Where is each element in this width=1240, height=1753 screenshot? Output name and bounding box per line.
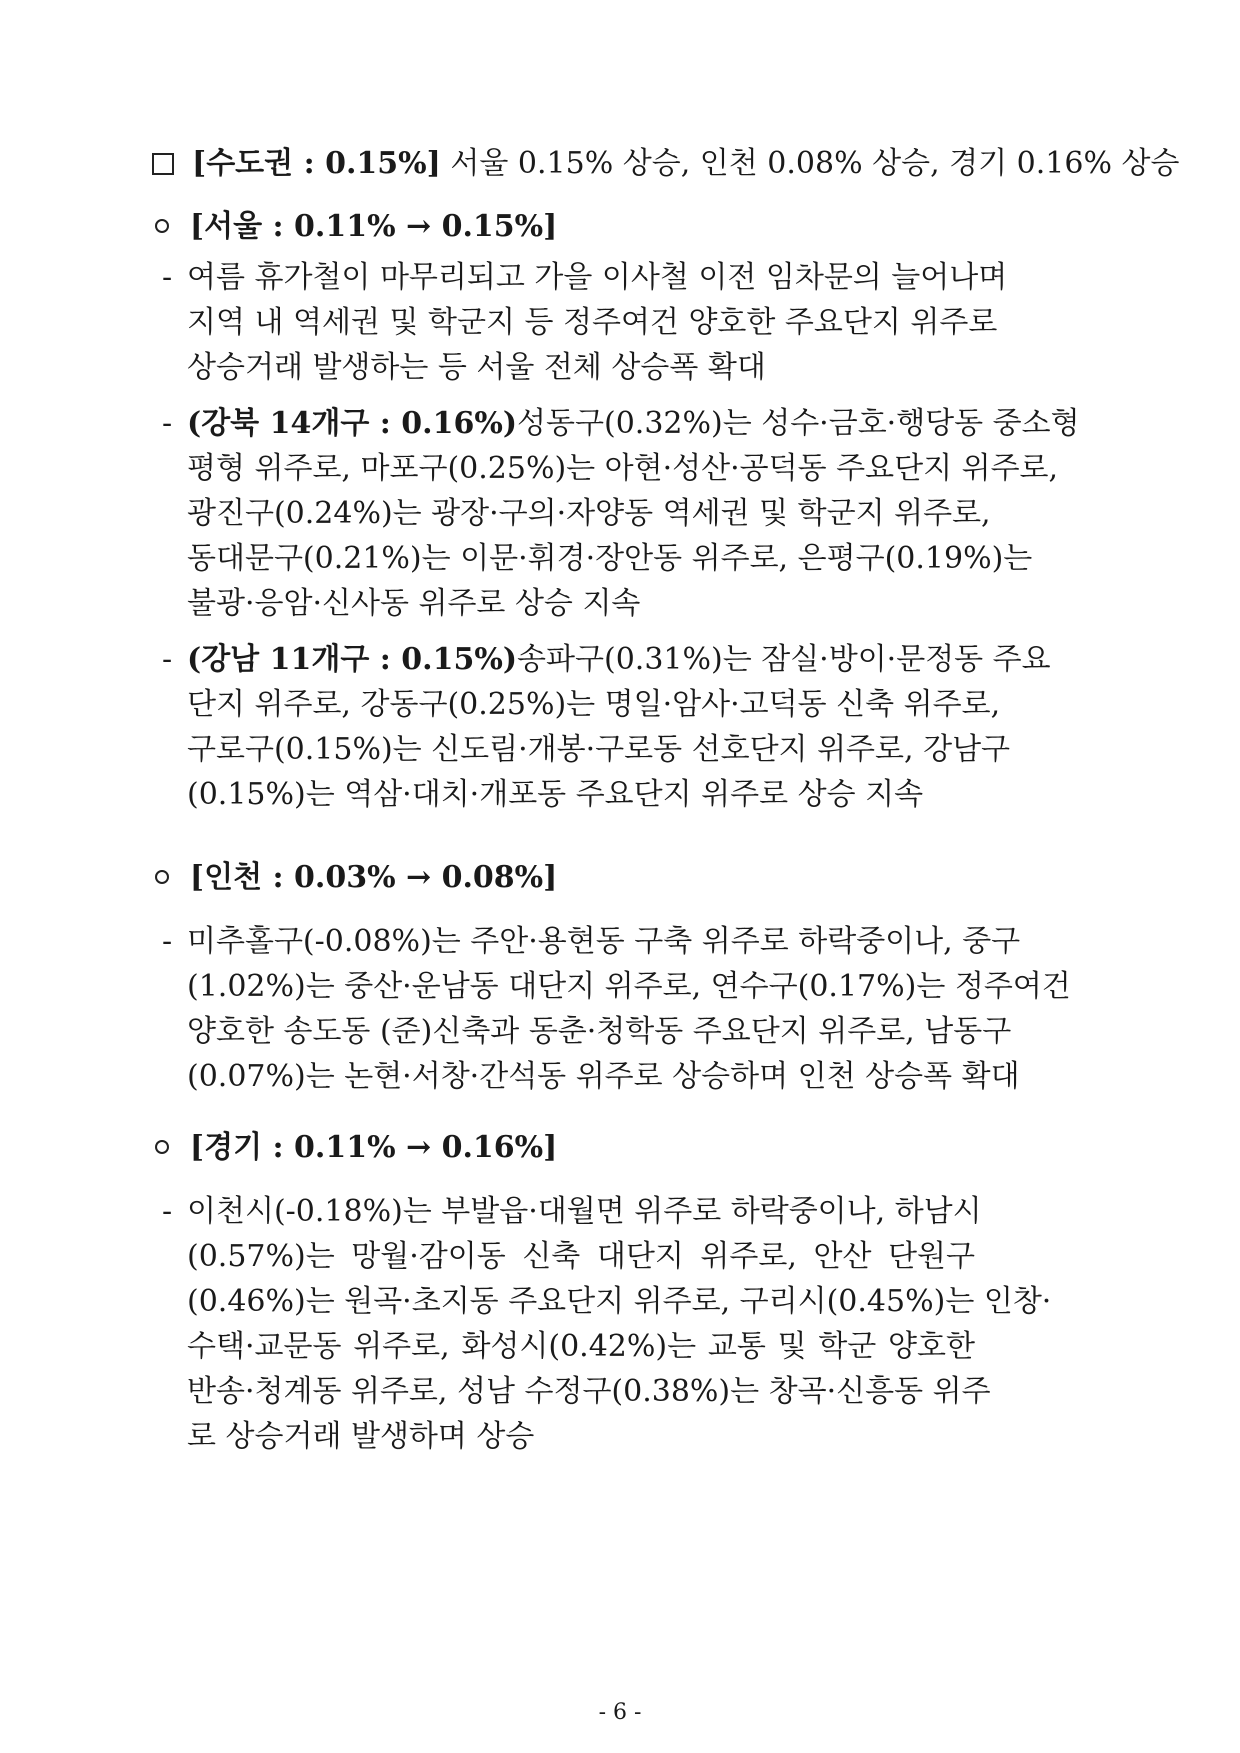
incheon-p1-line: 미추홀구(-0.08%)는 주안·용현동 구축 위주로 하락중이나, 중구 [187,924,1021,959]
seoul-heading-line [155,207,557,247]
seoul-p2-first-line [187,404,1080,444]
seoul-p3-line: 구로구(0.15%)는 신도림·개봉·구로동 선호단지 위주로, 강남구 [187,732,1011,767]
checkbox-square-icon [152,153,174,175]
incheon-p1-line: 양호한 송도동 (준)신축과 동춘·청학동 주요단지 위주로, 남동구 [187,1014,1012,1049]
seoul-p1-line: 상승거래 발생하는 등 서울 전체 상승폭 확대 [187,350,766,385]
gyeonggi-p1-line: (0.46%)는 원곡·초지동 주요단지 위주로, 구리시(0.45%)는 인창· [187,1284,1052,1319]
dash-bullet: - [162,260,173,295]
seoul-p3-first-line [187,640,1051,680]
seoul-p3-line: 단지 위주로, 강동구(0.25%)는 명일·암사·고덕동 신축 위주로, [187,687,1001,722]
page-number: - 6 - [598,1700,642,1725]
gyeonggi-p1-line: 로 상승거래 발생하며 상승 [187,1419,535,1454]
dash-bullet: - [162,642,173,677]
seoul-p2-line: 불광·응암·신사동 위주로 상승 지속 [187,586,641,621]
dash-bullet: - [162,924,173,959]
metro-summary: 서울 0.15% 상승, 인천 0.08% 상승, 경기 0.16% 상승 [450,146,1180,181]
dash-bullet: - [162,406,173,441]
incheon-heading: [인천 : 0.03% → 0.08%] [189,860,558,895]
metro-title: [수도권 : 0.15%] [192,146,441,181]
incheon-p1-line: (0.07%)는 논현·서창·간석동 위주로 상승하며 인천 상승폭 확대 [187,1059,1020,1094]
incheon-heading-line [155,858,557,898]
seoul-p1-line: 지역 내 역세권 및 학군지 등 정주여건 양호한 주요단지 위주로 [187,305,998,340]
seoul-p1-line: 여름 휴가철이 마무리되고 가을 이사철 이전 임차문의 늘어나며 [187,260,1008,295]
dash-bullet: - [162,1194,173,1229]
gyeonggi-heading-line [155,1128,557,1168]
seoul-p2-line: 성동구(0.32%)는 성수·금호·행당동 중소형 [517,406,1080,441]
gyeonggi-p1-line: (0.57%)는 망월·감이동 신축 대단지 위주로, 안산 단원구 [187,1239,975,1274]
seoul-p3-line: (0.15%)는 역삼·대치·개포동 주요단지 위주로 상승 지속 [187,777,924,812]
incheon-p1-line: (1.02%)는 중산·운남동 대단지 위주로, 연수구(0.17%)는 정주여건 [187,969,1071,1004]
seoul-heading: [서울 : 0.11% → 0.15%] [189,209,558,244]
circle-bullet-icon [155,219,169,233]
circle-bullet-icon [155,870,169,884]
gyeonggi-heading: [경기 : 0.11% → 0.16%] [189,1130,558,1165]
seoul-p3-line: 송파구(0.31%)는 잠실·방이·문정동 주요 [517,642,1051,677]
gangnam-label: (강남 11개구 : 0.15%) [187,642,518,677]
seoul-p2-line: 동대문구(0.21%)는 이문·휘경·장안동 위주로, 은평구(0.19%)는 [187,541,1033,576]
seoul-p2-line: 광진구(0.24%)는 광장·구의·자양동 역세권 및 학군지 위주로, [187,496,991,531]
gyeonggi-p1-line: 수택·교문동 위주로, 화성시(0.42%)는 교통 및 학군 양호한 [187,1329,975,1364]
gangbuk-label: (강북 14개구 : 0.16%) [187,406,518,441]
gyeonggi-p1-line: 이천시(-0.18%)는 부발읍·대월면 위주로 하락중이나, 하남시 [187,1194,982,1229]
metro-summary-line [152,144,1179,184]
seoul-p2-line: 평형 위주로, 마포구(0.25%)는 아현·성산·공덕동 주요단지 위주로, [187,451,1059,486]
circle-bullet-icon [155,1140,169,1154]
gyeonggi-p1-line: 반송·청계동 위주로, 성남 수정구(0.38%)는 창곡·신흥동 위주 [187,1374,991,1409]
